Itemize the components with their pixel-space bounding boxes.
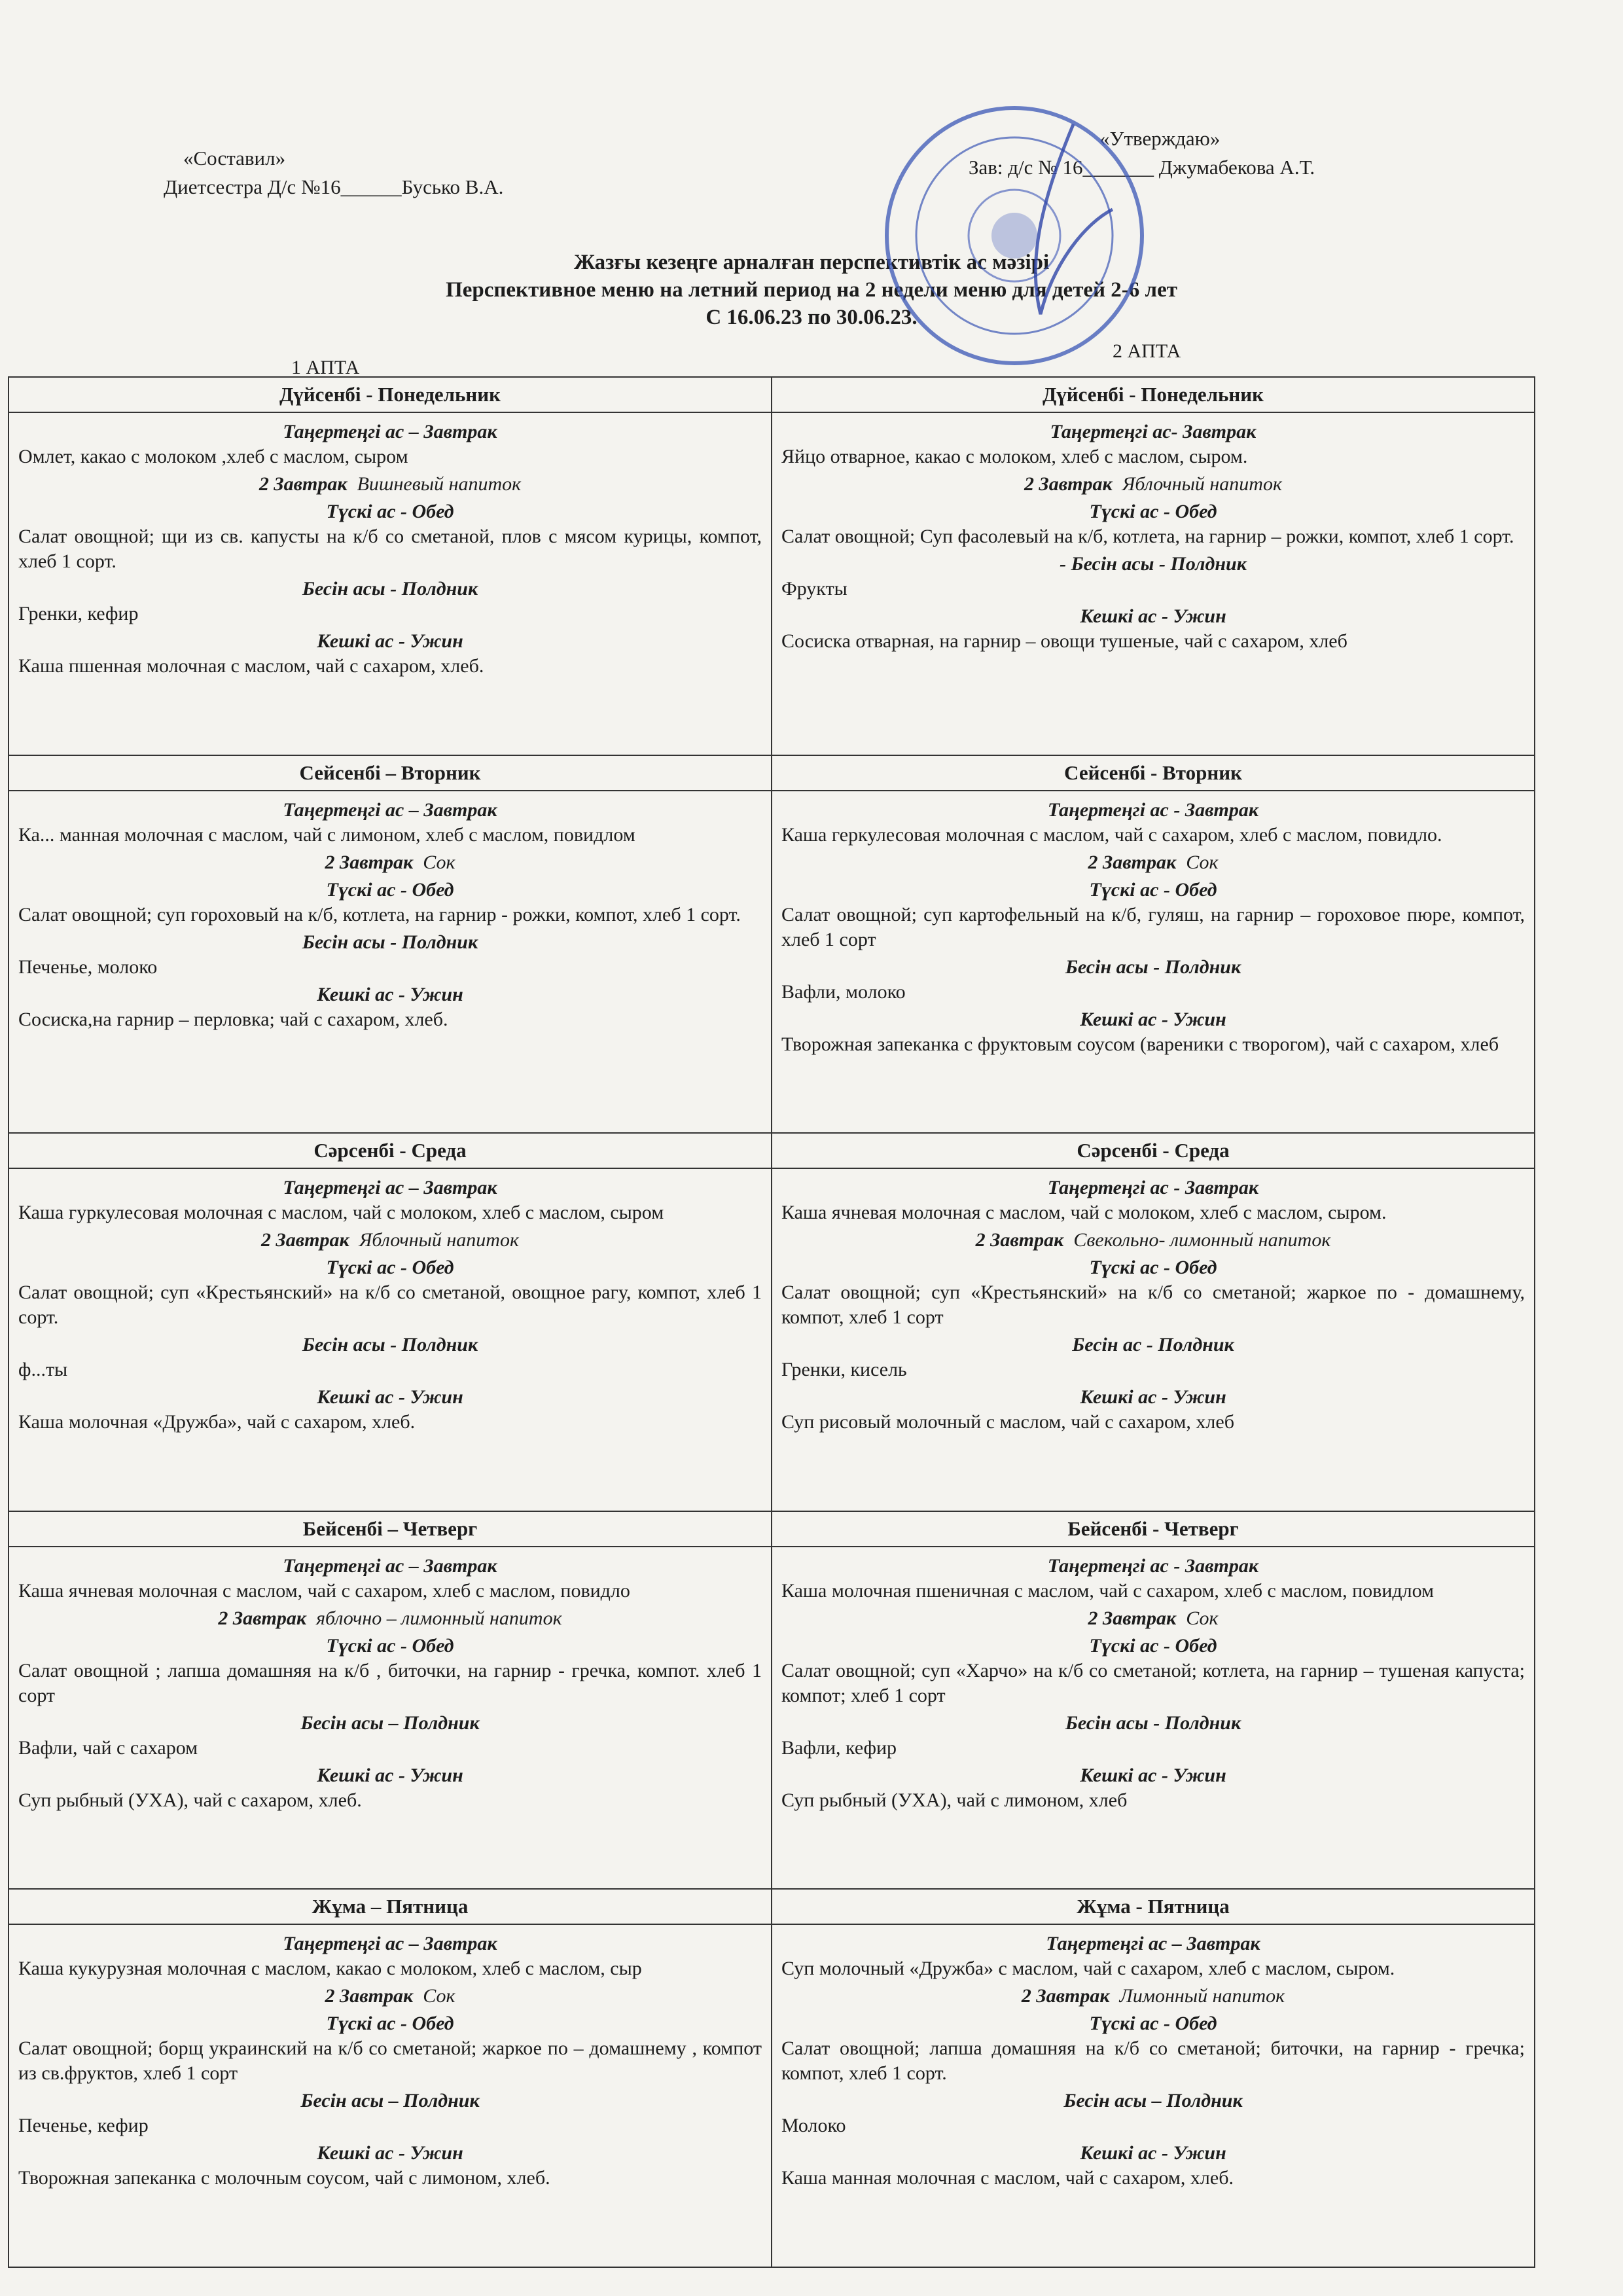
- lunch-heading: Түскі ас - Обед: [326, 501, 454, 522]
- second-breakfast: [18, 1606, 762, 1631]
- lunch-heading: Түскі ас - Обед: [326, 878, 454, 901]
- day-title: Жұма – Пятница: [9, 1890, 771, 1925]
- second-breakfast-text: Сок: [423, 1985, 455, 2007]
- tea-heading: Бесін асы – Полдник: [300, 2090, 480, 2112]
- day-cell: [772, 1134, 1534, 1512]
- breakfast-text: Ка... манная молочная с маслом, чай с лимоном, хлеб с маслом, повидлом: [18, 823, 635, 846]
- tea-heading: Бесін асы - Полдник: [302, 578, 478, 600]
- breakfast-text: Яйцо отварное, какао с молоком, хлеб с маслом, сыром.: [781, 446, 1248, 467]
- approved-by: Зав: д/с № 16_______ Джумабекова А.Т.: [969, 156, 1315, 179]
- second-breakfast-text: Свекольно- лимонный напиток: [1073, 1229, 1331, 1251]
- day-menu: [9, 1169, 771, 1439]
- lunch-text: Салат овощной ; лапша домашняя на к/б , биточки, на гарнир - гречка, компот. хлеб 1 сорт: [18, 1659, 762, 1706]
- day-title: Сәрсенбі - Среда: [772, 1134, 1534, 1169]
- second-breakfast-text: яблочно – лимонный напиток: [316, 1607, 562, 1629]
- day-menu: [9, 1547, 771, 1817]
- tea-heading: Бесін ас - Полдник: [1072, 1334, 1234, 1356]
- day-menu: [772, 1925, 1534, 2195]
- week1-label: 1 АПТА: [291, 357, 360, 378]
- dinner-text: Сосиска,на гарнир – перловка; чай с сахаром, хлеб.: [18, 1008, 448, 1030]
- day-title: Жұма - Пятница: [772, 1890, 1534, 1925]
- tea-text: Вафли, молоко: [781, 980, 906, 1003]
- lunch-text: Салат овощной; лапша домашняя на к/б со сметаной; биточки, на гарнир - гречка; компот, хлеб 1 сорт.: [781, 2037, 1525, 2085]
- breakfast-heading: Таңертеңгі ас - Завтрак: [1047, 798, 1259, 821]
- day-menu: [9, 413, 771, 683]
- dinner-heading: Кешкі ас - Ужин: [1080, 2142, 1226, 2164]
- document-header: [0, 98, 1623, 360]
- lunch-heading: Түскі ас - Обед: [1089, 1257, 1217, 1279]
- lunch-text: Салат овощной; суп «Крестьянский» на к/б со сметаной; жаркое по - домашнему, компот, хлеб 1 сорт: [781, 1282, 1525, 1329]
- lunch-text: Салат овощной; суп «Крестьянский» на к/б со сметаной, овощное рагу, компот, хлеб 1 сорт.: [18, 1282, 762, 1329]
- dinner-text: Суп рыбный (УХА), чай с лимоном, хлеб: [781, 1789, 1128, 1811]
- day-title: Бейсенбі – Четверг: [9, 1512, 771, 1547]
- dinner-text: Суп рисовый молочный с маслом, чай с сахаром, хлеб: [781, 1411, 1234, 1433]
- tea-heading: Бесін асы - Полдник: [302, 1334, 478, 1356]
- day-menu: [772, 791, 1534, 1061]
- breakfast-heading: Таңертеңгі ас – Завтрак: [283, 798, 497, 821]
- second-breakfast-heading: 2 Завтрак: [325, 1985, 414, 2007]
- tea-text: Молоко: [781, 2115, 846, 2137]
- lunch-heading: Түскі ас - Обед: [1089, 2013, 1217, 2035]
- lunch-text: Салат овощной; Суп фасолевый на к/б, котлета, на гарнир – рожки, компот, хлеб 1 сорт.: [781, 526, 1514, 547]
- breakfast-heading: Таңертеңгі ас – Завтрак: [1046, 1933, 1260, 1955]
- breakfast-text: Каша кукурузная молочная с маслом, какао с молоком, хлеб с маслом, сыр: [18, 1958, 642, 1980]
- tea-text: Вафли, чай с сахаром: [18, 1736, 198, 1759]
- lunch-heading: Түскі ас - Обед: [326, 1634, 454, 1657]
- tea-text: Гренки, кисель: [781, 1359, 907, 1381]
- lunch-heading: Түскі ас - Обед: [1089, 878, 1217, 901]
- dinner-text: Творожная запеканка с молочным соусом, чай с лимоном, хлеб.: [18, 2167, 550, 2189]
- week2-label: 2 АПТА: [1113, 340, 1181, 362]
- breakfast-heading: Таңертеңгі ас – Завтрак: [283, 1933, 497, 1955]
- composed-block: [164, 144, 503, 202]
- dinner-text: Суп рыбный (УХА), чай с сахаром, хлеб.: [18, 1789, 362, 1811]
- day-title: Сейсенбі – Вторник: [9, 756, 771, 791]
- breakfast-heading: Таңертеңгі ас - Завтрак: [1047, 1177, 1259, 1199]
- composed-label: «Составил»: [183, 147, 286, 170]
- breakfast-text: Каша ячневая молочная с маслом, чай с сахаром, хлеб с маслом, повидло: [18, 1579, 630, 1602]
- day-cell: [772, 1512, 1534, 1890]
- tea-text: Вафли, кефир: [781, 1736, 897, 1759]
- dinner-text: Каша молочная «Дружба», чай с сахаром, хлеб.: [18, 1411, 416, 1433]
- dinner-heading: Кешкі ас - Ужин: [317, 630, 463, 652]
- tea-text: ф...ты: [18, 1359, 68, 1381]
- breakfast-text: Суп молочный «Дружба» с маслом, чай с сахаром, хлеб с маслом, сыром.: [781, 1958, 1395, 1980]
- tea-text: Гренки, кефир: [18, 603, 139, 624]
- second-breakfast: [781, 850, 1525, 875]
- second-breakfast-text: Сок: [1186, 851, 1219, 873]
- lunch-text: Салат овощной; борщ украинский на к/б со сметаной; жаркое по – домашнему , компот из св.фруктов, хлеб 1 сорт: [18, 2037, 762, 2085]
- second-breakfast-text: Сок: [1186, 1607, 1219, 1629]
- second-breakfast-text: Яблочный напиток: [359, 1229, 520, 1251]
- second-breakfast: [18, 1228, 762, 1253]
- second-breakfast: [781, 472, 1525, 497]
- breakfast-text: Каша геркулесовая молочная с маслом, чай с сахаром, хлеб с маслом, повидло.: [781, 823, 1442, 846]
- title-ru: Перспективное меню на летний период на 2 недели меню для детей 2-6 лет: [446, 278, 1177, 302]
- dinner-heading: Кешкі ас - Ужин: [317, 983, 463, 1005]
- tea-heading: Бесін асы - Полдник: [1065, 1712, 1241, 1734]
- second-breakfast-heading: 2 Завтрак: [975, 1229, 1064, 1251]
- second-breakfast-heading: 2 Завтрак: [218, 1607, 307, 1629]
- dinner-heading: Кешкі ас - Ужин: [317, 1764, 463, 1786]
- day-cell: [9, 378, 771, 756]
- second-breakfast: [781, 1984, 1525, 2009]
- breakfast-heading: Таңертеңгі ас - Завтрак: [1047, 1554, 1259, 1577]
- breakfast-text: Каша гуркулесовая молочная с маслом, чай с молоком, хлеб с маслом, сыром: [18, 1202, 664, 1224]
- day-title: Дүйсенбі - Понедельник: [9, 378, 771, 413]
- approved-label: «Утверждаю»: [1099, 127, 1221, 150]
- second-breakfast-text: Лимонный напиток: [1119, 1985, 1285, 2007]
- lunch-heading: Түскі ас - Обед: [1089, 1634, 1217, 1657]
- second-breakfast: [18, 850, 762, 875]
- second-breakfast-text: Яблочный напиток: [1122, 473, 1283, 495]
- day-cell: [772, 756, 1534, 1134]
- second-breakfast-heading: 2 Завтрак: [259, 473, 348, 495]
- tea-heading: Бесін асы – Полдник: [300, 1712, 480, 1734]
- week-column-1: [9, 378, 771, 2267]
- second-breakfast-heading: 2 Завтрак: [325, 851, 414, 873]
- breakfast-heading: Таңертеңгі ас- Завтрак: [1050, 421, 1257, 442]
- dinner-text: Каша пшенная молочная с маслом, чай с сахаром, хлеб.: [18, 655, 484, 677]
- second-breakfast: [781, 1606, 1525, 1631]
- dinner-heading: Кешкі ас - Ужин: [1080, 1386, 1226, 1408]
- lunch-heading: Түскі ас - Обед: [1089, 501, 1217, 522]
- day-menu: [772, 1547, 1534, 1817]
- day-menu: [772, 1169, 1534, 1439]
- lunch-text: Салат овощной; суп «Харчо» на к/б со сметаной; котлета, на гарнир – тушеная капуста; компот; хлеб 1 сорт: [781, 1659, 1525, 1706]
- document-title: [0, 249, 1623, 331]
- tea-heading: Бесін асы – Полдник: [1063, 2090, 1243, 2112]
- tea-text: Фрукты: [781, 578, 847, 600]
- tea-text: Печенье, кефир: [18, 2115, 149, 2137]
- dinner-text: Каша манная молочная с маслом, чай с сахаром, хлеб.: [781, 2167, 1234, 2189]
- day-cell: [9, 1134, 771, 1512]
- day-cell: [9, 756, 771, 1134]
- dinner-text: Творожная запеканка с фруктовым соусом (вареники с творогом), чай с сахаром, хлеб: [781, 1033, 1499, 1055]
- second-breakfast-text: Сок: [423, 851, 455, 873]
- second-breakfast-heading: 2 Завтрак: [1088, 1607, 1177, 1629]
- second-breakfast-heading: 2 Завтрак: [1021, 1985, 1110, 2007]
- breakfast-heading: Таңертеңгі ас – Завтрак: [283, 1554, 497, 1577]
- tea-heading: - Бесін асы - Полдник: [1060, 553, 1247, 575]
- lunch-text: Салат овощной; суп картофельный на к/б, гуляш, на гарнир – гороховое пюре, компот, хлеб 1 сорт: [781, 903, 1525, 950]
- lunch-heading: Түскі ас - Обед: [326, 1257, 454, 1279]
- breakfast-heading: Таңертеңгі ас – Завтрак: [283, 1177, 497, 1199]
- second-breakfast: [18, 1984, 762, 2009]
- dinner-heading: Кешкі ас - Ужин: [1080, 605, 1226, 627]
- day-title: Дүйсенбі - Понедельник: [772, 378, 1534, 413]
- second-breakfast-heading: 2 Завтрак: [1088, 851, 1177, 873]
- official-stamp-icon: [877, 98, 1152, 373]
- tea-heading: Бесін асы - Полдник: [302, 931, 478, 953]
- dinner-heading: Кешкі ас - Ужин: [317, 2142, 463, 2164]
- second-breakfast-heading: 2 Завтрак: [1024, 473, 1113, 495]
- day-title: Сейсенбі - Вторник: [772, 756, 1534, 791]
- tea-heading: Бесін асы - Полдник: [1065, 956, 1241, 978]
- day-title: Сәрсенбі - Среда: [9, 1134, 771, 1169]
- dinner-heading: Кешкі ас - Ужин: [1080, 1764, 1226, 1786]
- breakfast-text: Омлет, какао с молоком ,хлеб с маслом, сыром: [18, 446, 408, 467]
- second-breakfast-text: Вишневый напиток: [357, 473, 522, 495]
- period: С 16.06.23 по 30.06.23.: [705, 306, 918, 329]
- second-breakfast: [18, 472, 762, 497]
- second-breakfast: [781, 1228, 1525, 1253]
- tea-text: Печенье, молоко: [18, 956, 158, 978]
- day-cell: [9, 1890, 771, 2267]
- day-menu: [9, 1925, 771, 2195]
- breakfast-text: Каша ячневая молочная с маслом, чай с молоком, хлеб с маслом, сыром.: [781, 1202, 1387, 1224]
- day-cell: [772, 378, 1534, 756]
- menu-table: [8, 376, 1535, 2268]
- lunch-heading: Түскі ас - Обед: [326, 2013, 454, 2035]
- breakfast-heading: Таңертеңгі ас – Завтрак: [283, 421, 497, 442]
- lunch-text: Салат овощной; щи из св. капусты на к/б со сметаной, плов с мясом курицы, компот, хлеб 1 сорт.: [18, 526, 762, 572]
- second-breakfast-heading: 2 Завтрак: [260, 1229, 349, 1251]
- day-menu: [9, 791, 771, 1036]
- day-cell: [772, 1890, 1534, 2267]
- dinner-text: Сосиска отварная, на гарнир – овощи тушеные, чай с сахаром, хлеб: [781, 630, 1347, 652]
- day-menu: [772, 413, 1534, 658]
- composed-by: Диетсестра Д/с №16______Бусько В.А.: [164, 175, 504, 198]
- breakfast-text: Каша молочная пшеничная с маслом, чай с сахаром, хлеб с маслом, повидлом: [781, 1579, 1435, 1602]
- day-title: Бейсенбі - Четверг: [772, 1512, 1534, 1547]
- day-cell: [9, 1512, 771, 1890]
- title-kz: Жазғы кезеңге арналған перспективтік ас мәзірі: [573, 251, 1050, 274]
- week-column-2: [771, 378, 1534, 2267]
- dinner-heading: Кешкі ас - Ужин: [317, 1386, 463, 1408]
- lunch-text: Салат овощной; суп гороховый на к/б, котлета, на гарнир - рожки, компот, хлеб 1 сорт.: [18, 903, 741, 925]
- dinner-heading: Кешкі ас - Ужин: [1080, 1008, 1226, 1030]
